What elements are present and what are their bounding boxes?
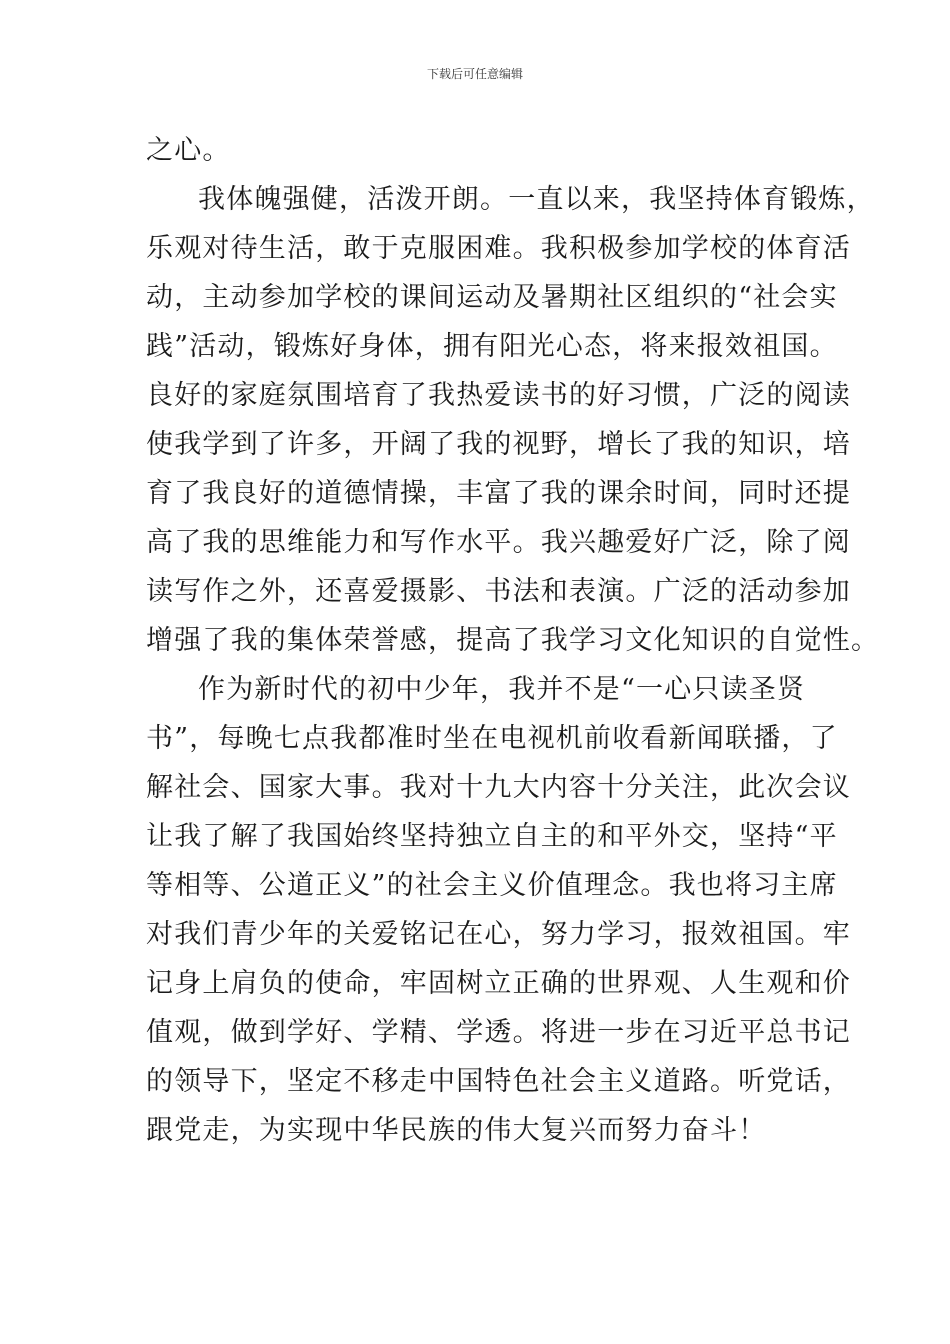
text-line: 之心。 xyxy=(146,135,231,166)
text-line: 对我们青少年的关爱铭记在心，努力学习，报效祖国。牢 xyxy=(146,919,851,950)
text-line: 值观，做到学好、学精、学透。将进一步在习近平总书记 xyxy=(146,1017,851,1048)
text-line: 增强了我的集体荣誉感，提高了我学习文化知识的自觉性。 xyxy=(146,625,880,656)
text-line: 记身上肩负的使命，牢固树立正确的世界观、人生观和价 xyxy=(146,968,851,999)
text-line: 书”，每晚七点我都准时坐在电视机前收看新闻联播，了 xyxy=(146,723,838,754)
text-line: 读写作之外，还喜爱摄影、书法和表演。广泛的活动参加 xyxy=(146,576,851,607)
text-line: 良好的家庭氛围培育了我热爱读书的好习惯，广泛的阅读 xyxy=(146,380,851,411)
text-line: 等相等、公道正义”的社会主义价值理念。我也将习主席 xyxy=(146,870,838,901)
text-line: 高了我的思维能力和写作水平。我兴趣爱好广泛，除了阅 xyxy=(146,527,851,558)
text-line: 育了我良好的道德情操，丰富了我的课余时间，同时还提 xyxy=(146,478,851,509)
text-line: 让我了解了我国始终坚持独立自主的和平外交，坚持“平 xyxy=(146,821,838,852)
text-line: 跟党走，为实现中华民族的伟大复兴而努力奋斗！ xyxy=(146,1115,767,1146)
text-line: 动，主动参加学校的课间运动及暑期社区组织的“社会实 xyxy=(146,282,838,313)
text-line: 使我学到了许多，开阔了我的视野，增长了我的知识，培 xyxy=(146,429,851,460)
paragraph-start-line: 我体魄强健，活泼开朗。一直以来，我坚持体育锻炼， xyxy=(198,184,875,215)
document-body xyxy=(146,126,880,1155)
text-line: 解社会、国家大事。我对十九大内容十分关注，此次会议 xyxy=(146,772,851,803)
text-line: 践”活动，锻炼好身体，拥有阳光心态，将来报效祖国。 xyxy=(146,331,838,362)
page-header: 下载后可任意编辑 xyxy=(426,67,523,81)
text-line: 的领导下，坚定不移走中国特色社会主义道路。听党话， xyxy=(146,1066,851,1097)
text-line: 乐观对待生活，敢于克服困难。我积极参加学校的体育活 xyxy=(146,233,851,264)
paragraph-start-line: 作为新时代的初中少年，我并不是“一心只读圣贤 xyxy=(198,674,806,705)
